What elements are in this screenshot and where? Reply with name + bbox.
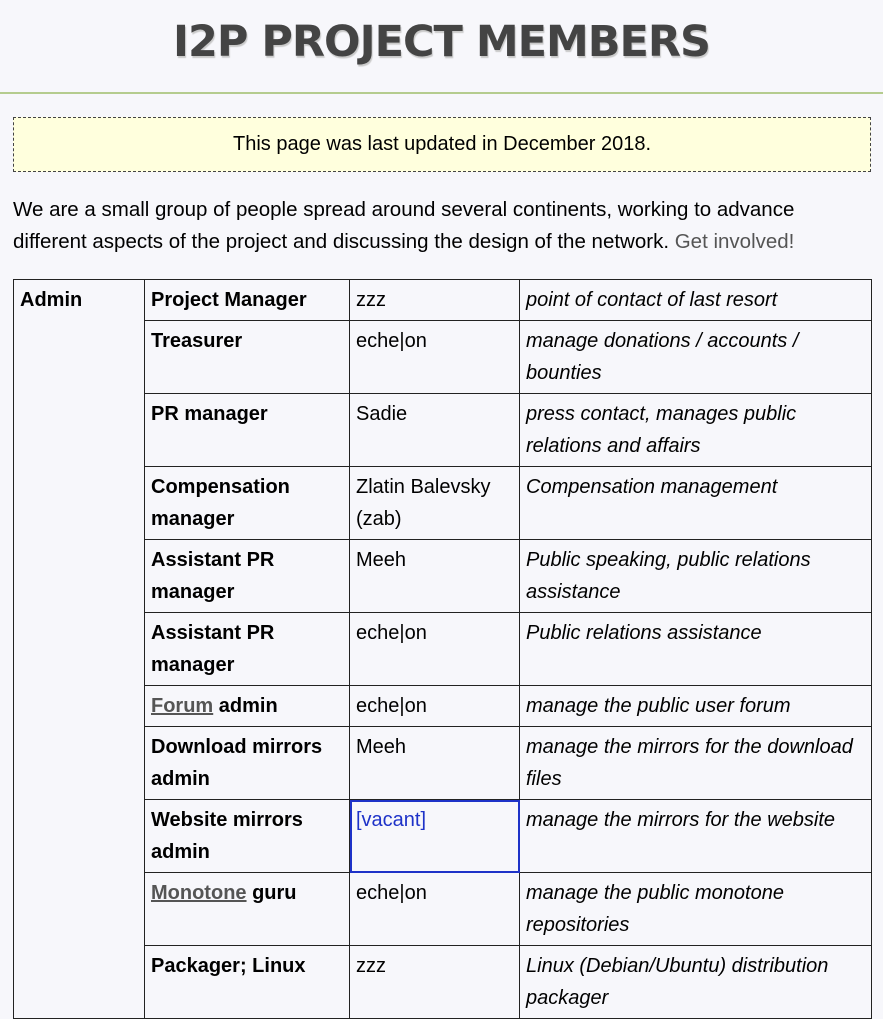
monotone-link[interactable]: Monotone [151,882,247,904]
description-cell: Public relations assistance [520,613,872,686]
name-cell: Meeh [350,727,520,800]
role-cell [145,686,350,727]
role-cell: Project Manager [145,280,350,321]
description-cell: manage donations / accounts / bounties [520,321,872,394]
role-suffix: admin [213,695,278,717]
get-involved-link[interactable]: Get involved! [674,230,795,253]
role-cell: PR manager [145,394,350,467]
description-cell: Compensation management [520,467,872,540]
update-notice: This page was last updated in December 2018. [13,117,871,172]
page-header [0,0,883,94]
name-cell: eche|on [350,613,520,686]
intro-text: We are a small group of people spread around several continents, working to advance different aspects of the project and discussing the design of the network. [13,198,795,253]
role-cell: Website mirrors admin [145,800,350,873]
description-cell: Public speaking, public relations assistance [520,540,872,613]
intro-paragraph [13,194,871,258]
forum-link[interactable]: Forum [151,695,214,717]
name-cell-vacant [350,800,520,873]
name-cell: zzz [350,280,520,321]
name-cell: Meeh [350,540,520,613]
description-cell: Linux (Debian/Ubuntu) distribution packager [520,946,872,1019]
table-row [14,280,872,321]
role-cell: Download mirrors admin [145,727,350,800]
name-cell: Sadie [350,394,520,467]
role-cell [145,873,350,946]
page-title: I2P PROJECT MEMBERS [173,17,710,67]
role-cell: Assistant PR manager [145,540,350,613]
description-cell: manage the public monotone repositories [520,873,872,946]
description-cell: press contact, manages public relations and affairs [520,394,872,467]
role-cell: Compensation manager [145,467,350,540]
description-cell: manage the mirrors for the download files [520,727,872,800]
name-cell: eche|on [350,873,520,946]
vacant-link[interactable]: [vacant] [356,809,427,831]
name-cell: Zlatin Balevsky (zab) [350,467,520,540]
description-cell: manage the public user forum [520,686,872,727]
role-cell: Packager; Linux [145,946,350,1019]
description-cell: manage the mirrors for the website [520,800,872,873]
members-table [13,279,872,1019]
name-cell: eche|on [350,321,520,394]
description-cell: point of contact of last resort [520,280,872,321]
group-admin-cell: Admin [14,280,145,1019]
role-suffix: guru [246,882,297,904]
name-cell: eche|on [350,686,520,727]
role-cell: Treasurer [145,321,350,394]
role-cell: Assistant PR manager [145,613,350,686]
name-cell: zzz [350,946,520,1019]
